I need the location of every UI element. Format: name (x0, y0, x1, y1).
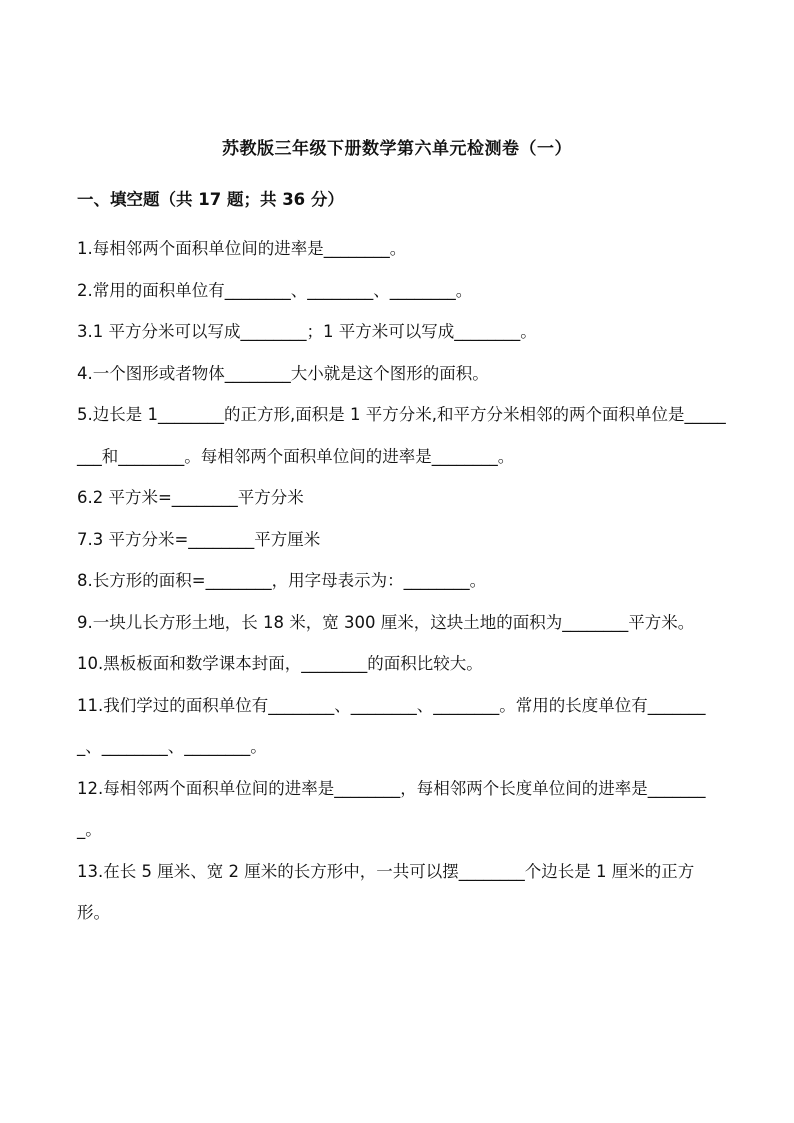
section-heading: 一、填空题（共 17 题；共 36 分） (77, 190, 344, 209)
page-title: 苏教版三年级下册数学第六单元检测卷（一） (222, 139, 572, 159)
question-4: 4.一个图形或者物体________大小就是这个图形的面积。 (77, 363, 489, 383)
question-9: 9.一块儿长方形土地，长 18 米，宽 300 厘米，这块土地的面积为________平方米。 (77, 612, 695, 632)
question-2: 2.常用的面积单位有________、________、________。 (77, 280, 473, 300)
question-7: 7.3 平方分米=________平方厘米 (77, 529, 321, 549)
question-10: 10.黑板板面和数学课本封面，________的面积比较大。 (77, 654, 483, 673)
question-13: 13.在长 5 厘米、宽 2 厘米的长方形中，一共可以摆________个边长是 1 厘米的正方形。 (77, 861, 695, 922)
question-8: 8.长方形的面积=________，用字母表示为：________。 (77, 571, 487, 590)
question-5: 5.边长是 1________的正方形,面积是 1 平方分米,和平方分米相邻的两个面积单位是________和________。每相邻两个面积单位间的进率是________。 (77, 405, 726, 466)
question-3: 3.1 平方分米可以写成________；1 平方米可以写成________。 (77, 322, 537, 341)
question-list (77, 228, 727, 934)
question-1: 1.每相邻两个面积单位间的进率是________。 (77, 239, 407, 258)
question-6: 6.2 平方米=________平方分米 (77, 488, 304, 507)
question-11: 11.我们学过的面积单位有________、________、________。常用的长度单位有________、________、________。 (77, 695, 706, 756)
question-12: 12.每相邻两个面积单位间的进率是________，每相邻两个长度单位间的进率是________。 (77, 778, 706, 839)
